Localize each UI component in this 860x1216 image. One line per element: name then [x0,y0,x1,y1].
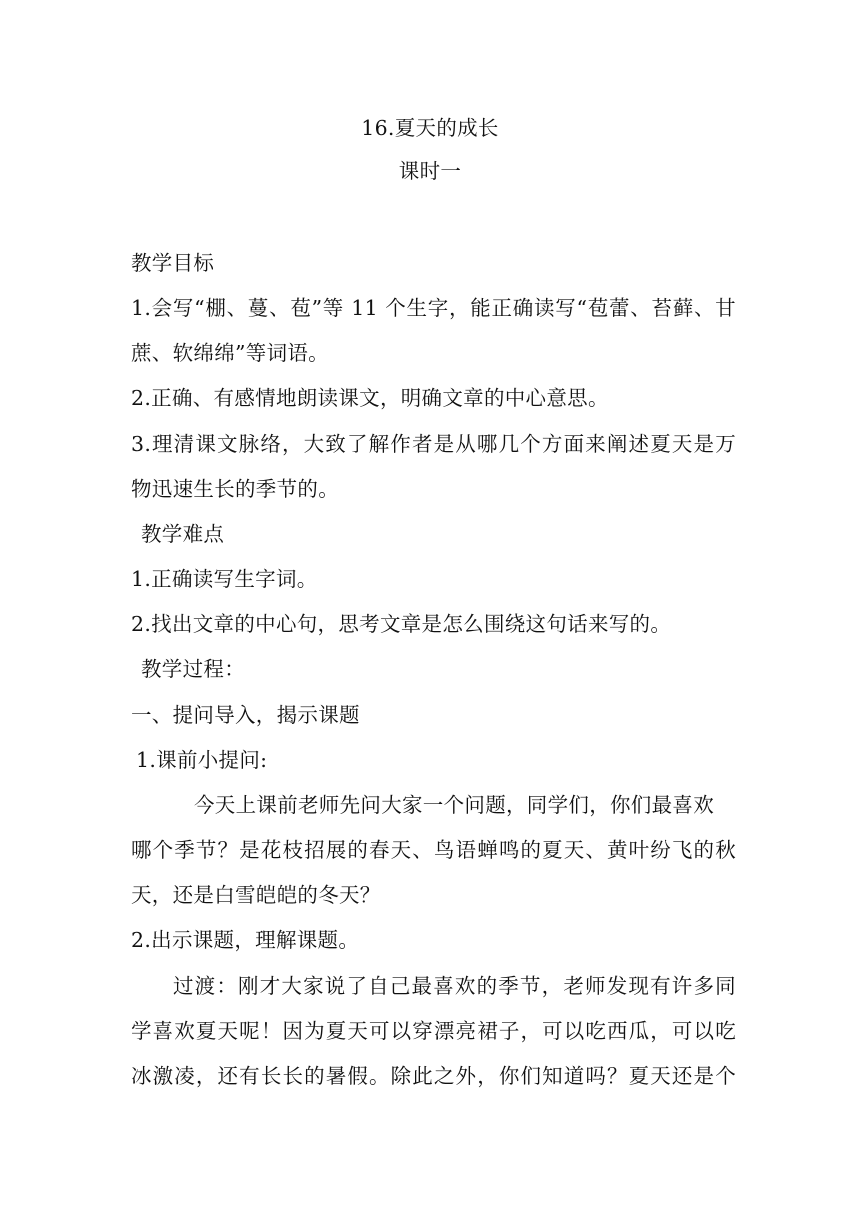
question-line-3: 天，还是白雪皑皑的冬天？ [131,883,381,907]
difficulty-1: 1.正确读写生字词。 [131,567,318,591]
objective-1-line-2: 蔗、软绵绵”等词语。 [131,341,329,365]
lesson-title: 16.夏天的成长 [361,116,499,140]
difficulty-2: 2.找出文章的中心句，思考文章是怎么围绕这句话来写的。 [131,612,672,636]
section-1-heading: 一、提问导入，揭示课题 [131,703,360,727]
objective-3-line-1: 3.理清课文脉络，大致了解作者是从哪几个方面来阐述夏天是万 [131,432,736,456]
objectives-heading: 教学目标 [131,251,215,275]
question-line-1: 今天上课前老师先问大家一个问题，同学们，你们最喜欢 [194,793,714,817]
lesson-subtitle: 课时一 [398,159,462,183]
transition-line-2: 学喜欢夏天呢！因为夏天可以穿漂亮裙子，可以吃西瓜，可以吃 [131,1019,736,1043]
process-heading: 教学过程： [141,657,245,681]
step-1: 1.课前小提问: [136,748,268,772]
transition-line-1: 过渡：刚才大家说了自己最喜欢的季节，老师发现有许多同 [173,974,736,998]
transition-line-3: 冰激凌，还有长长的暑假。除此之外，你们知道吗？夏天还是个 [131,1064,736,1088]
objective-2: 2.正确、有感情地朗读课文，明确文章的中心意思。 [131,386,609,410]
objective-3-line-2: 物迅速生长的季节的。 [131,477,339,501]
question-line-2: 哪个季节？是花枝招展的春天、鸟语蝉鸣的夏天、黄叶纷飞的秋 [131,838,736,862]
objective-1-line-1: 1.会写“棚、蔓、苞”等 11 个生字，能正确读写“苞蕾、苔藓、甘 [131,296,736,320]
step-2: 2.出示课题，理解课题。 [131,928,360,952]
difficulty-heading: 教学难点 [141,522,225,546]
